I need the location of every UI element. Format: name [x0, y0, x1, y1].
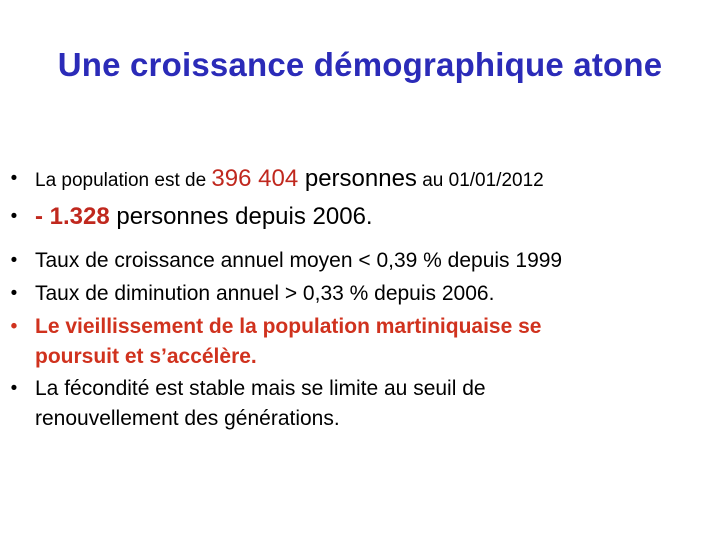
bullet-dot-icon: • [10, 283, 18, 304]
population-text: La population est de [35, 170, 212, 191]
bullet-dot-icon: • [10, 378, 18, 399]
bullet-aging [4, 312, 704, 372]
bullet-list [4, 160, 704, 434]
population-date: au 01/01/2012 [416, 170, 544, 191]
bullet-dot-icon: • [10, 168, 18, 189]
bullet-population [4, 164, 704, 196]
decrease-text: personnes depuis 2006. [109, 203, 373, 230]
population-unit: personnes [298, 165, 417, 192]
decline-rate-text: Taux de diminution annuel > 0,33 % depuis 2006. [35, 282, 495, 305]
aging-text-line1: Le vieillissement de la population martiniquaise se [35, 315, 542, 338]
slide-title: Une croissance démographique atone [57, 46, 663, 83]
bullet-dot-icon: • [10, 250, 18, 271]
bullet-fertility [4, 374, 704, 434]
bullet-growth-rate [4, 246, 704, 276]
bullet-dot-icon: • [10, 206, 18, 227]
growth-rate-text: Taux de croissance annuel moyen < 0,39 % depuis 1999 [35, 249, 563, 272]
decrease-value: - 1.328 [35, 203, 110, 230]
aging-text-line2: poursuit et s’accélère. [35, 345, 257, 368]
fertility-text-line1: La fécondité est stable mais se limite au seuil de [35, 377, 486, 400]
bullet-dot-icon: • [10, 316, 18, 337]
bullet-decrease [4, 202, 704, 232]
fertility-text-line2: renouvellement des générations. [35, 407, 340, 430]
bullet-decline-rate [4, 279, 704, 309]
population-value: 396 404 [211, 165, 299, 192]
